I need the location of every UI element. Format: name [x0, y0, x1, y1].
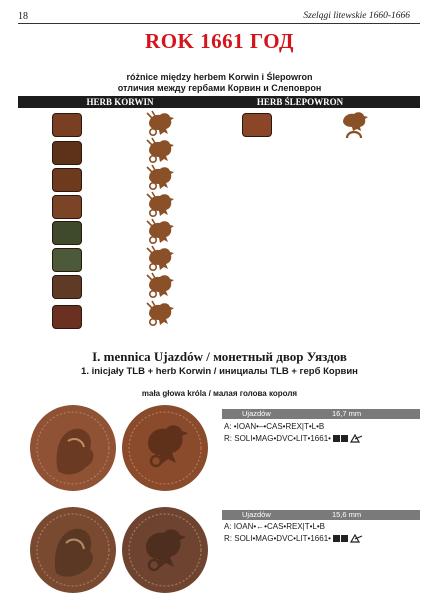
korwin-coin-crop	[52, 248, 82, 272]
obverse-prefix: A:	[224, 522, 232, 531]
reverse-prefix: R:	[224, 434, 232, 443]
reverse-text: SOLI•MAG•DVC•LIT•1661•	[234, 534, 331, 543]
reverse-prefix: R:	[224, 534, 232, 543]
reverse-legend	[224, 534, 363, 543]
coin-diameter: 15,6 mm	[332, 510, 362, 519]
slepowron-coin-crop	[242, 113, 272, 137]
korwin-coin-crop	[52, 141, 82, 165]
korwin-coin-crop	[52, 168, 82, 192]
comparison-caption-ru: отличия между гербами Корвин и Слеповрон	[117, 83, 322, 93]
obverse-legend	[224, 522, 325, 531]
page-title: ROK 1661 ГОД	[145, 29, 294, 53]
korwin-coin-crop	[52, 221, 82, 245]
coin-reverse-photo	[120, 403, 210, 493]
variant-heading: 1. inicjały TLB + herb Korwin / инициалы TLB + герб Корвин	[81, 366, 358, 377]
mint-name: Ujazdów	[242, 510, 271, 519]
raven-on-horseshoe-icon	[337, 110, 373, 140]
raven-with-ring-icon	[147, 111, 174, 135]
obverse-text: IOAN•←•CAS•REX|T•L•B	[233, 522, 326, 531]
raven-with-ring-icon	[147, 219, 174, 243]
obverse-text: •IOAN•–•CAS•REX|T•L•B	[233, 422, 325, 431]
catalog-entry-bar	[222, 510, 420, 520]
raven-with-ring-icon	[147, 165, 174, 189]
portrait-subheading: mała głowa króla / малая голова короля	[141, 389, 298, 398]
page-number: 18	[18, 11, 28, 22]
korwin-coin-crop	[52, 113, 82, 137]
raven-with-ring-icon	[147, 246, 174, 270]
korwin-coin-crop	[52, 275, 82, 299]
korwin-column-header: HERB KORWIN	[86, 97, 154, 107]
reverse-legend	[224, 434, 363, 443]
coin-reverse-photo	[120, 505, 210, 595]
header-rule	[18, 23, 420, 24]
coin-diameter: 16,7 mm	[332, 409, 362, 418]
raven-with-ring-icon	[147, 138, 174, 162]
korwin-coin-crop	[52, 195, 82, 219]
obverse-prefix: A:	[224, 422, 232, 431]
mint-heading: I. mennica Ujazdów / монетный двор Уяздов	[92, 349, 347, 364]
reverse-text: SOLI•MAG•DVC•LIT•1661•	[234, 434, 331, 443]
raven-with-ring-icon	[147, 192, 174, 216]
catalog-entry-bar	[222, 409, 420, 419]
coat-and-initials-mark-icon	[333, 534, 363, 543]
coin-obverse-photo	[28, 505, 118, 595]
comparison-caption-pl: różnice między herbem Korwin i Ślepowron	[126, 72, 313, 82]
korwin-coin-crop	[52, 305, 82, 329]
korwin-coat-list	[143, 110, 179, 335]
running-title: Szelągi litewskie 1660-1666	[303, 11, 410, 21]
raven-with-ring-icon	[147, 301, 174, 325]
mint-name: Ujazdów	[242, 409, 271, 418]
raven-with-ring-icon	[147, 273, 174, 297]
coat-and-initials-mark-icon	[333, 434, 363, 443]
obverse-legend	[224, 422, 324, 431]
coin-obverse-photo	[28, 403, 118, 493]
slepowron-column-header: HERB ŚLEPOWRON	[256, 97, 344, 107]
